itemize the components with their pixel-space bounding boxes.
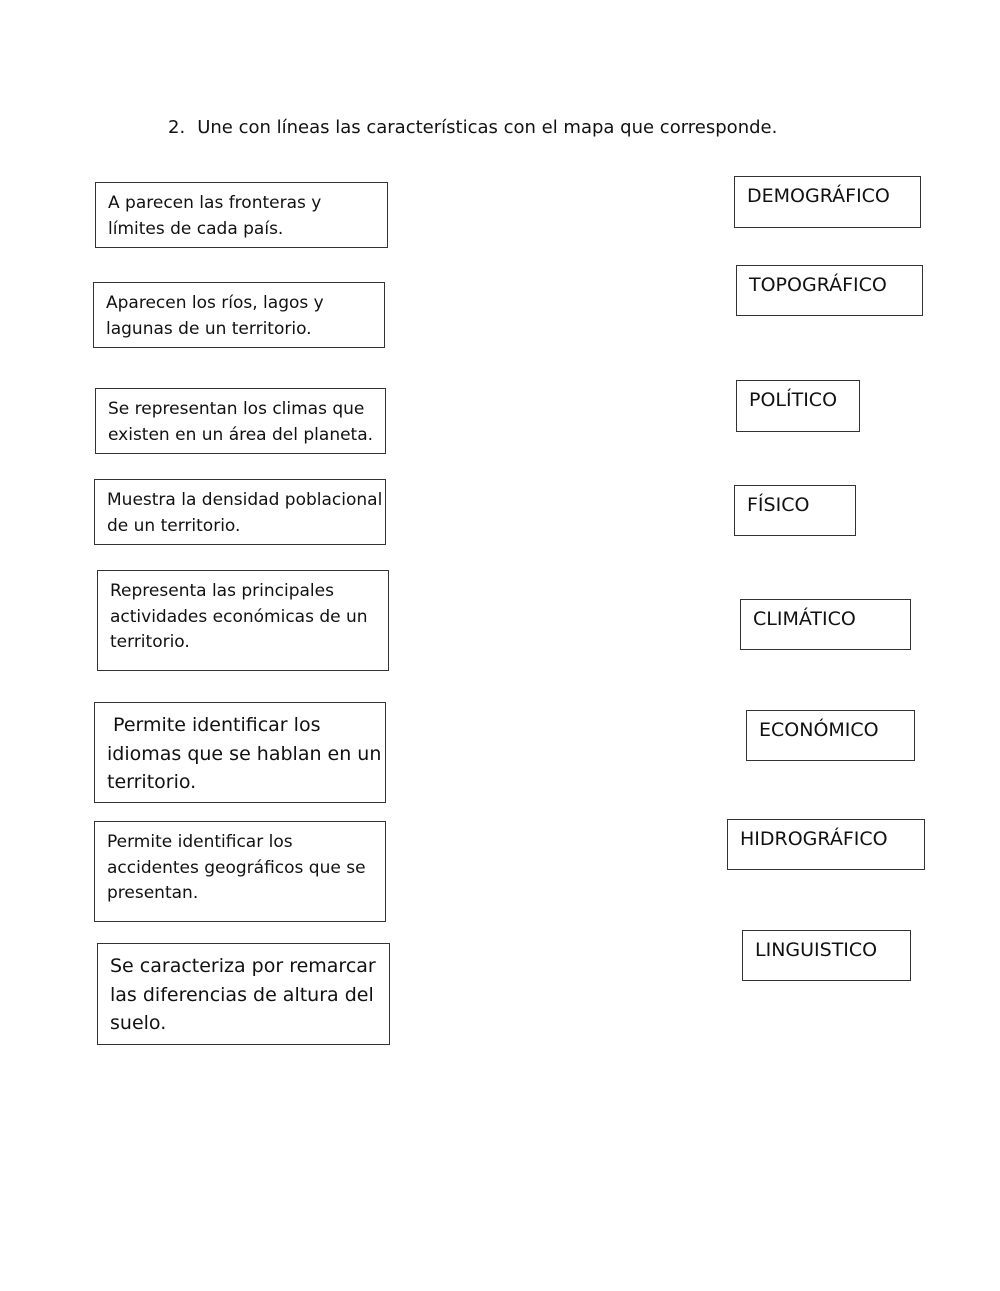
map-type-linguistico[interactable]: [742, 930, 911, 981]
description-line: A parecen las fronteras y: [108, 193, 322, 213]
description-box-7[interactable]: [94, 821, 386, 922]
description-line: Muestra la densidad poblacional: [107, 490, 383, 510]
description-line: Permite identificar los: [107, 714, 321, 736]
description-line: Permite identificar los: [107, 832, 293, 852]
description-line: Representa las principales: [110, 581, 334, 601]
map-type-fisico[interactable]: [734, 485, 856, 536]
map-type-label: CLIMÁTICO: [753, 608, 856, 630]
description-line: Aparecen los ríos, lagos y: [106, 293, 324, 313]
description-line: Se caracteriza por remarcar: [110, 955, 376, 977]
map-type-label: ECONÓMICO: [759, 719, 879, 741]
description-line: límites de cada país.: [108, 218, 284, 239]
map-type-label: FÍSICO: [747, 494, 810, 516]
description-line: lagunas de un territorio.: [106, 318, 312, 339]
instruction: [168, 117, 777, 138]
map-type-economico[interactable]: [746, 710, 915, 761]
map-type-label: TOPOGRÁFICO: [749, 274, 887, 296]
description-line: idiomas que se hablan en un: [107, 742, 382, 765]
description-box-2[interactable]: [93, 282, 385, 348]
description-line: territorio.: [110, 632, 190, 652]
description-line: Se representan los climas que: [108, 399, 365, 419]
description-line: actividades económicas de un: [110, 606, 368, 627]
description-line: de un territorio.: [107, 515, 241, 536]
map-type-hidrografico[interactable]: [727, 819, 925, 870]
map-type-topografico[interactable]: [736, 265, 923, 316]
description-box-3[interactable]: [95, 388, 386, 454]
description-box-5[interactable]: [97, 570, 389, 671]
description-line: las diferencias de altura del: [110, 983, 374, 1006]
description-line: presentan.: [107, 883, 199, 903]
map-type-label: POLÍTICO: [749, 389, 838, 411]
map-type-label: HIDROGRÁFICO: [740, 828, 888, 850]
map-type-label: LINGUISTICO: [755, 939, 878, 961]
instruction-number: 2.: [168, 117, 186, 138]
map-type-demografico[interactable]: [734, 176, 921, 228]
description-box-6[interactable]: [94, 702, 386, 803]
description-line: territorio.: [107, 771, 197, 793]
description-line: suelo.: [110, 1012, 167, 1034]
description-box-4[interactable]: [94, 479, 386, 545]
map-type-politico[interactable]: [736, 380, 860, 432]
description-line: accidentes geográficos que se: [107, 857, 366, 878]
description-box-1[interactable]: [95, 182, 388, 248]
map-type-label: DEMOGRÁFICO: [747, 185, 890, 207]
description-box-8[interactable]: [97, 943, 390, 1045]
map-type-climatico[interactable]: [740, 599, 911, 650]
description-line: existen en un área del planeta.: [108, 424, 374, 445]
instruction-text: Une con líneas las características con el mapa que corresponde.: [197, 117, 778, 138]
